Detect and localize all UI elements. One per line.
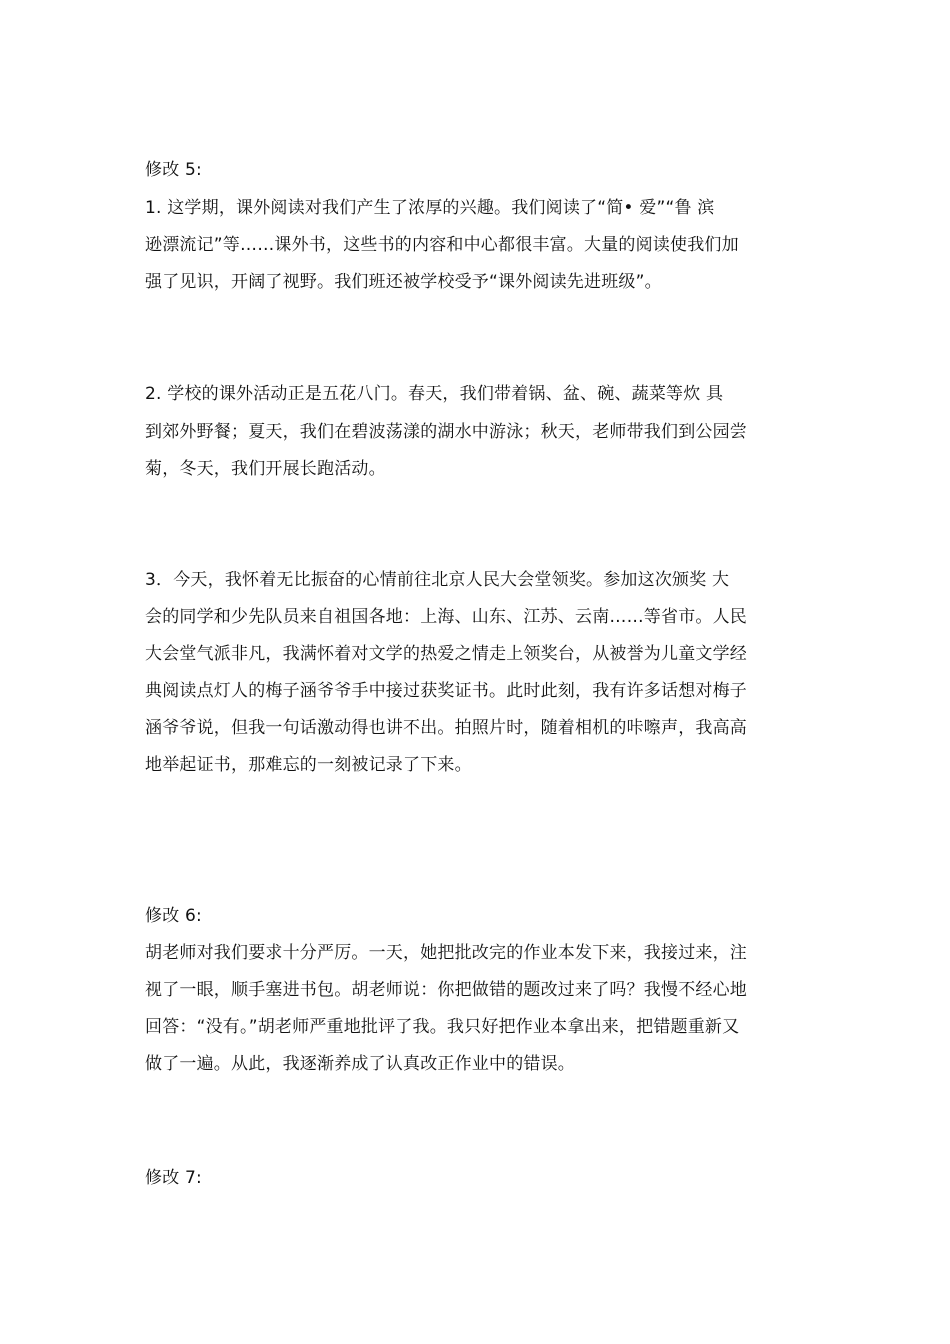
paragraph-line: 视了一眼，顺手塞进书包。胡老师说：你把做错的题改过来了吗？我慢不经心地 (145, 980, 747, 1000)
paragraph-line: 菊，冬天，我们开展长跑活动。 (145, 459, 386, 479)
paragraph-line: 胡老师对我们要求十分严厉。一天，她把批改完的作业本发下来，我接过来，注 (145, 943, 747, 963)
paragraph-line: 回答：“没有。”胡老师严重地批评了我。我只好把作业本拿出来，把错题重新又 (145, 1017, 740, 1037)
paragraph-line: 地举起证书，那难忘的一刻被记录了下来。 (145, 755, 472, 775)
paragraph-line: 涵爷爷说，但我一句话激动得也讲不出。拍照片时，随着相机的咔嚓声，我高高 (145, 718, 747, 738)
paragraph-line: 典阅读点灯人的梅子涵爷爷手中接过获奖证书。此时此刻，我有许多话想对梅子 (145, 681, 747, 701)
paragraph-line: 会的同学和少先队员来自祖国各地：上海、山东、江苏、云南……等省市。人民 (145, 607, 747, 627)
section-7-heading: 修改 7: (145, 1168, 202, 1188)
paragraph-line: 1. 这学期，课外阅读对我们产生了浓厚的兴趣。我们阅读了“简• 爱”“鲁 滨 (145, 198, 715, 218)
section-5-heading: 修改 5: (145, 160, 202, 180)
paragraph-line: 做了一遍。从此，我逐渐养成了认真改正作业中的错误。 (145, 1054, 575, 1074)
paragraph-line: 到郊外野餐；夏天，我们在碧波荡漾的湖水中游泳；秋天，老师带我们到公园尝 (145, 422, 747, 442)
paragraph-line: 3．今天，我怀着无比振奋的心情前往北京人民大会堂领奖。参加这次颁奖 大 (145, 570, 730, 590)
paragraph-line: 逊漂流记”等……课外书，这些书的内容和中心都很丰富。大量的阅读使我们加 (145, 235, 739, 255)
paragraph-line: 2. 学校的课外活动正是五花八门。春天，我们带着锅、盆、碗、蔬菜等炊 具 (145, 384, 724, 404)
paragraph-line: 大会堂气派非凡，我满怀着对文学的热爱之情走上领奖台，从被誉为儿童文学经 (145, 644, 747, 664)
document-page (145, 0, 810, 1344)
paragraph-line: 强了见识，开阔了视野。我们班还被学校受予“课外阅读先进班级”。 (145, 272, 662, 292)
section-6-heading: 修改 6: (145, 906, 202, 926)
